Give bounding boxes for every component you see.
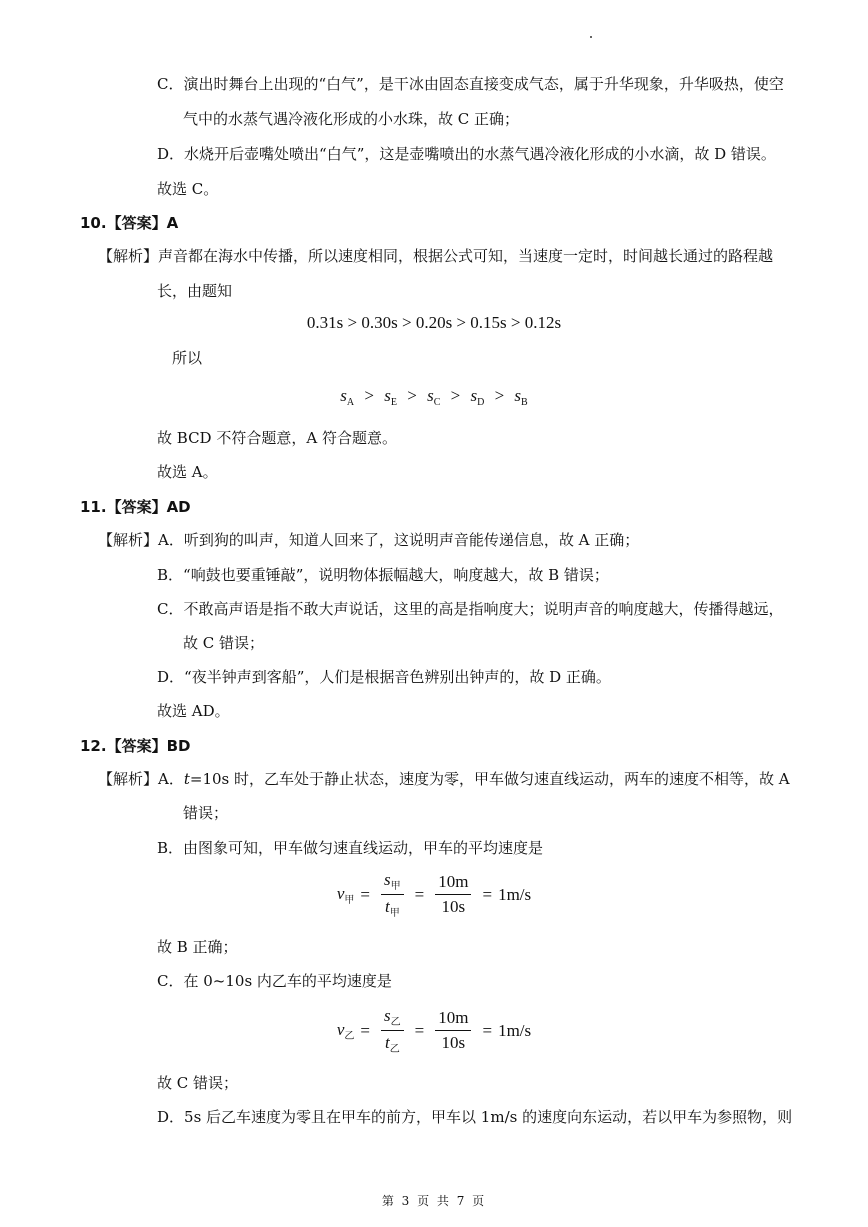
q10-choice: 故选 A。 xyxy=(157,463,218,481)
q11-analysis-c-2: 故 C 错误； xyxy=(183,634,265,652)
stray-mark xyxy=(590,36,592,38)
option-c-line-2: 气中的水蒸气遇冷液化形成的小水珠，故 C 正确； xyxy=(183,110,520,128)
q11-choice: 故选 AD。 xyxy=(157,702,230,720)
q10-so: 所以 xyxy=(172,349,203,367)
q11-analysis-a: 【解析】A．听到狗的叫声，知道人回来了，这说明声音能传递信息，故 A 正确； xyxy=(98,531,640,549)
q12-analysis-a: 【解析】A．t=10s 时，乙车处于静止状态，速度为零，甲车做匀速直线运动，两车的速度不相等，故 A xyxy=(98,770,790,788)
q11-analysis-c: C．不敢高声语是指不敢大声说话，这里的高是指响度大；说明声音的响度越大，传播得越远， xyxy=(157,600,784,618)
q12-analysis-b: B．由图象可知，甲车做匀速直线运动，甲车的平均速度是 xyxy=(157,839,544,857)
q12-analysis-d: D．5s 后乙车速度为零且在甲车的前方，甲车以 1m/s 的速度向东运动，若以甲车为参照物，则 xyxy=(157,1108,793,1126)
q10-conclusion: 故 BCD 不符合题意，A 符合题意。 xyxy=(157,429,397,447)
choice-line: 故选 C。 xyxy=(157,180,219,198)
speed-equation-yi: $v_乙$ = $\frac{s_乙}{t_乙}$ = $\frac{10m}{10s}$ = 1m/s xyxy=(336,1006,532,1055)
q10-answer: 10.【答案】A xyxy=(80,214,179,232)
q12-analysis-c-2: 故 C 错误； xyxy=(157,1074,239,1092)
q12-analysis-b-2: 故 B 正确； xyxy=(157,938,238,956)
q10-analysis-line-2: 长，由题知 xyxy=(157,282,233,300)
distance-inequality: $s_A > s_E > s_C > s_D > s_B$ xyxy=(340,386,528,408)
q11-analysis-b: B．“响鼓也要重锤敲”，说明物体振幅越大，响度越大，故 B 错误； xyxy=(157,566,609,584)
option-d-line: D．水烧开后壶嘴处喷出“白气”，这是壶嘴喷出的水蒸气遇冷液化形成的小水滴，故 D 错误。 xyxy=(157,145,776,163)
time-inequality: 0.31s > 0.30s > 0.20s > 0.15s > 0.12s xyxy=(306,313,562,332)
q11-answer: 11.【答案】AD xyxy=(80,498,191,516)
q12-analysis-a-2: 错误； xyxy=(183,804,229,822)
q12-answer: 12.【答案】BD xyxy=(80,737,191,755)
q10-analysis-line-1: 【解析】声音都在海水中传播，所以速度相同，根据公式可知，当速度一定时，时间越长通过的路程越 xyxy=(98,247,774,265)
q12-analysis-c: C．在 0~10s 内乙车的平均速度是 xyxy=(157,972,392,990)
option-c-line-1: C．演出时舞台上出现的“白气”，是干冰由固态直接变成气态，属于升华现象，升华吸热，使空 xyxy=(157,75,784,93)
q11-analysis-d: D．“夜半钟声到客船”，人们是根据音色辨别出钟声的，故 D 正确。 xyxy=(157,668,611,686)
page-footer: 第 3 页 共 7 页 xyxy=(381,1194,487,1208)
speed-equation-jia: $v_甲$ = $\frac{s_甲}{t_甲}$ = $\frac{10m}{10s}$ = 1m/s xyxy=(336,870,532,919)
